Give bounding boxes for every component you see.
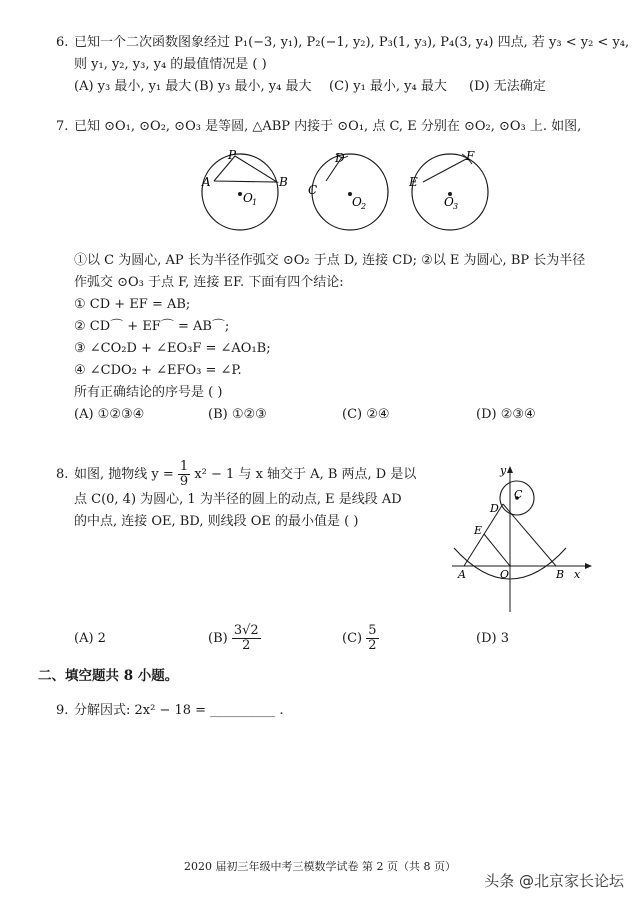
section-2-heading: 二、填空题共 8 小题。 <box>38 668 179 684</box>
q8-option-c-num: 5 <box>368 623 377 638</box>
label-y: y <box>500 464 507 477</box>
segment-ef <box>423 158 468 182</box>
q8-option-b <box>208 624 342 653</box>
q8-option-d: (D) 3 <box>476 630 509 646</box>
q6-line1: 已知一个二次函数图象经过 P₁(−3, y₁), P₂(−1, y₂), P₃(1, y₃), P₄(3, y₄) 四点, 若 y₃ < y₂ < y₄, <box>74 35 630 50</box>
question-7-body <box>56 250 620 426</box>
q8-option-c-label: (C) <box>342 631 363 646</box>
q7-paragraph-2: 作弧交 ⊙O₃ 于点 F, 连接 EF. 下面有四个结论: <box>74 275 344 290</box>
q8-figure <box>446 462 596 614</box>
label-a: A <box>202 175 211 189</box>
y-axis-arrow <box>507 466 513 473</box>
question-7 <box>56 116 620 138</box>
label-b: B <box>556 568 565 581</box>
q8-fraction-num: 1 <box>179 459 189 474</box>
label-x: x <box>574 568 581 581</box>
q8-line2: 点 C(0, 4) 为圆心, 1 为半径的圆上的动点, E 是线段 AD <box>74 492 402 507</box>
q6-option-a: (A) y₃ 最小, y₁ 最大 <box>74 79 192 94</box>
question-9 <box>56 700 620 722</box>
q7-conclusion-3: ③ ∠CO₂D + ∠EO₃F = ∠AO₁B; <box>74 341 271 356</box>
q7-figure <box>190 148 510 238</box>
label-c: C <box>514 488 523 501</box>
q7-option-a: (A) ①②③④ <box>74 407 145 422</box>
q7-number: 7. <box>56 119 69 134</box>
label-b: B <box>279 175 288 189</box>
q7-option-c: (C) ②④ <box>342 407 390 422</box>
q8-number: 8. <box>56 467 69 482</box>
label-o: O <box>500 568 510 581</box>
q6-option-d: (D) 无法确定 <box>469 79 546 94</box>
q6-option-c: (C) y₁ 最小, y₄ 最大 <box>329 79 447 94</box>
page-footer: 2020 届初三年级中考三模数学试卷 第 2 页（共 8 页） <box>184 860 456 873</box>
q7-conclusion-1: ① CD + EF = AB; <box>74 297 191 312</box>
label-c: C <box>308 183 318 197</box>
segment-bd <box>503 504 556 566</box>
q8-fraction-den: 9 <box>179 474 189 489</box>
q8-fraction <box>178 460 190 489</box>
q7-paragraph-1: ①以 C 为圆心, AP 长为半径作弧交 ⊙O₂ 于点 D, 连接 CD; ②以 E 为圆心, BP 长为半径 <box>74 253 586 268</box>
q6-line2: 则 y₁, y₂, y₃, y₄ 的最值情况是 ( ) <box>74 57 267 72</box>
q9-text: 分解因式: 2x² − 18 = __________ . <box>74 703 284 718</box>
q7-option-b: (B) ①②③ <box>208 407 267 422</box>
label-o3-sub: 3 <box>453 202 459 211</box>
q8-options <box>56 624 620 653</box>
label-o1-sub: 1 <box>252 198 258 207</box>
q8-line3: 的中点, 连接 OE, BD, 则线段 OE 的最小值是 ( ) <box>74 514 359 529</box>
label-f: F <box>466 149 475 163</box>
label-o2-sub: 2 <box>361 202 367 211</box>
q8-option-b-label: (B) <box>208 631 228 646</box>
triangle-abp <box>214 156 277 182</box>
label-e: E <box>474 524 483 537</box>
q8-option-b-den: 2 <box>242 638 251 653</box>
question-6 <box>56 32 630 98</box>
label-o1: O <box>243 191 253 205</box>
label-o3: O <box>444 195 454 209</box>
watermark: 头条 @北京家长论坛 <box>484 872 624 890</box>
q6-number: 6. <box>56 35 69 50</box>
center-o1 <box>238 192 242 196</box>
segment-oe <box>484 534 510 566</box>
x-axis-arrow <box>585 563 592 569</box>
q8-line1b: x² − 1 与 x 轴交于 A, B 两点, D 是以 <box>194 467 417 482</box>
q7-option-d: (D) ②③④ <box>476 407 536 422</box>
q8-line1a: 如图, 抛物线 y = <box>74 467 174 482</box>
q9-number: 9. <box>56 703 69 718</box>
label-o2: O <box>352 195 362 209</box>
q8-option-c-den: 2 <box>368 638 377 653</box>
q8-option-c <box>342 624 476 653</box>
q7-conclusion-4: ④ ∠CDO₂ + ∠EFO₃ = ∠P. <box>74 363 242 378</box>
label-d: D <box>335 151 345 165</box>
label-a: A <box>458 568 466 581</box>
q8-option-a: (A) 2 <box>74 630 106 646</box>
label-d: D <box>490 502 499 515</box>
q7-conclusion-2: ② CD⌒ + EF⌒ = AB⌒; <box>74 319 230 334</box>
q7-ask: 所有正确结论的序号是 ( ) <box>74 385 223 400</box>
question-8 <box>56 460 420 533</box>
q7-line1: 已知 ⊙O₁, ⊙O₂, ⊙O₃ 是等圆, △ABP 内接于 ⊙O₁, 点 C, E 分别在 ⊙O₂, ⊙O₃ 上. 如图, <box>74 119 582 134</box>
label-p: P <box>228 148 237 162</box>
q8-option-b-num: 3√2 <box>233 623 259 638</box>
label-e: E <box>409 175 418 189</box>
q6-option-b: (B) y₃ 最小, y₄ 最大 <box>194 79 312 94</box>
